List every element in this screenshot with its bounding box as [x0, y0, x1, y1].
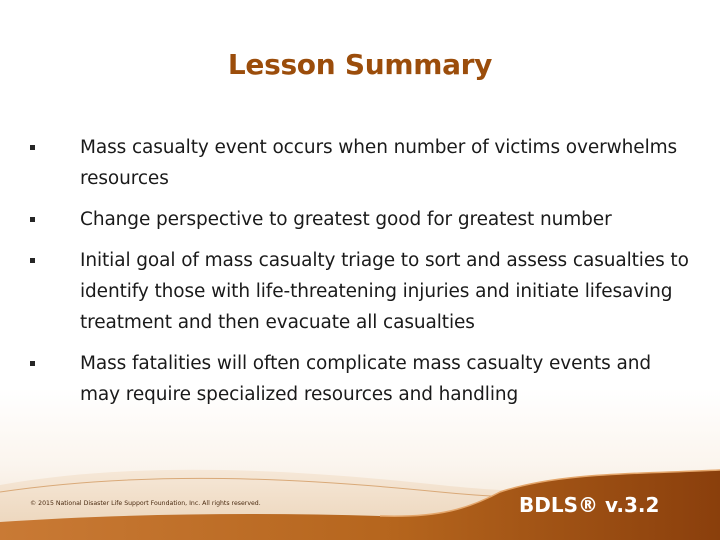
- bullet-item: [30, 204, 690, 235]
- square-bullet-icon: [30, 217, 35, 222]
- bullet-text: Change perspective to greatest good for greatest number: [80, 209, 612, 230]
- copyright-text: © 2015 National Disaster Life Support Foundation, Inc. All rights reserved.: [30, 500, 261, 507]
- version-label: BDLS® v.3.2: [519, 493, 660, 517]
- bullet-list: [30, 132, 690, 420]
- square-bullet-icon: [30, 145, 35, 150]
- bullet-item: [30, 132, 690, 194]
- bullet-item: [30, 245, 690, 338]
- bullet-text: Initial goal of mass casualty triage to sort and assess casualties to identify those with life-threatening injuries and initiate lifesaving treatment and then evacuate all casualties: [80, 250, 689, 333]
- bullet-text: Mass fatalities will often complicate mass casualty events and may require specialized resources and handling: [80, 353, 651, 405]
- bullet-item: [30, 348, 690, 410]
- footer-wave-decoration: [0, 430, 720, 540]
- square-bullet-icon: [30, 258, 35, 263]
- slide-title: Lesson Summary: [227, 48, 493, 81]
- bullet-text: Mass casualty event occurs when number of victims overwhelms resources: [80, 137, 678, 189]
- square-bullet-icon: [30, 361, 35, 366]
